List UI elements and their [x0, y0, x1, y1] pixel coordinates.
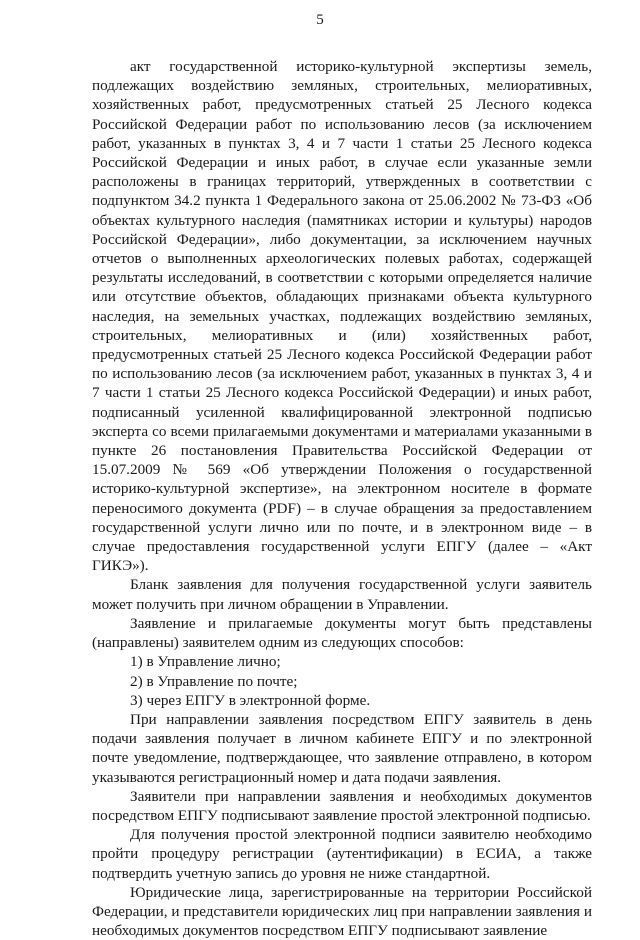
- list-item: 1) в Управление лично;: [130, 653, 281, 671]
- document-body: [92, 57, 592, 940]
- paragraph-yuridicheskie-litsa: Юридические лица, зарегистрированные на территории Российской Федерации, и представители юридических лиц при направлении заявления и необходимых документов посредством ЕПГУ подписывают заявление: [92, 883, 592, 940]
- paragraph-napravlenie-epgu: При направлении заявления посредством ЕПГУ заявитель в день подачи заявления получает в личном кабинете ЕПГУ и по электронной почте уведомление, подтверждающее, что заявление отправлено, в котором указываются регистрационный номер и дата подачи заявления.: [92, 710, 592, 786]
- paragraph-blank-zayavleniya: Бланк заявления для получения государственной услуги заявитель может получить при личном обращении в Управлении.: [92, 576, 592, 613]
- list-item: 3) через ЕПГУ в электронной форме.: [130, 691, 371, 709]
- paragraph-sposoby-podachi: Заявление и прилагаемые документы могут быть представлены (направлены) заявителем одним из следующих способов:: [92, 614, 592, 652]
- paragraph-prostaya-podpis: Для получения простой электронной подписи заявителю необходимо пройти процедуру регистрации (аутентификации) в ЕСИА, а также подтвердить учетную запись до уровня не ниже стандартной.: [92, 826, 592, 882]
- list-item: 2) в Управление по почте;: [130, 672, 298, 690]
- page-number: 5: [316, 12, 324, 28]
- paragraph-akt-gike: акт государственной историко-культурной экспертизы земель, подлежащих воздействию земляных, строительных, мелиоративных, хозяйственных работ, предусмотренных статьей 25 Лесного кодекса Российской Федерации работ по использованию лесов (за исключением работ, указанных в пунктах 3, 4 и 7 части 1 статьи 25 Лесного кодекса Российской Федерации и иных работ, в случае если указанные земли расположены в границах территорий, утвержденных в соответствии с подпунктом 34.2 пункта 1 Федерального закона от 25.06.2002 № 73-ФЗ «Об объектах культурного наследия (памятниках истории и культуры) народов Российской Федерации», либо документации, за исключением научных отчетов о выполненных археологических полевых работах, содержащей результаты исследований, в соответствии с которыми определяется наличие или отсутствие объектов, обладающих признаками объекта культурного наследия, на земельных участках, подлежащих воздействию земляных, строительных, мелиоративных и (или) хозяйственных работ, предусмотренных статьей 25 Лесного кодекса Российской Федерации работ по использованию лесов (за исключением работ, указанных в пунктах 3, 4 и 7 части 1 статьи 25 Лесного кодекса Российской Федерации) и иных работ, подписанный усиленной квалифицированной электронной подписью эксперта со всеми прилагаемыми документами и материалами указанными в пункте 26 постановления Правительства Российской Федерации от 15.07.2009 № 569 «Об утверждении Положения о государственной историко-культурной экспертизе», на электронном носителе в формате переносимого документа (PDF) – в случае обращения за предоставлением государственной услуги лично или по почте, и в электронном виде – в случае предоставления государственной услуги ЕПГУ (далее – «Акт ГИКЭ»).: [92, 58, 592, 575]
- paragraph-podpis-zayaviteley: Заявители при направлении заявления и необходимых документов посредством ЕПГУ подписывают заявление простой электронной подписью.: [92, 787, 592, 824]
